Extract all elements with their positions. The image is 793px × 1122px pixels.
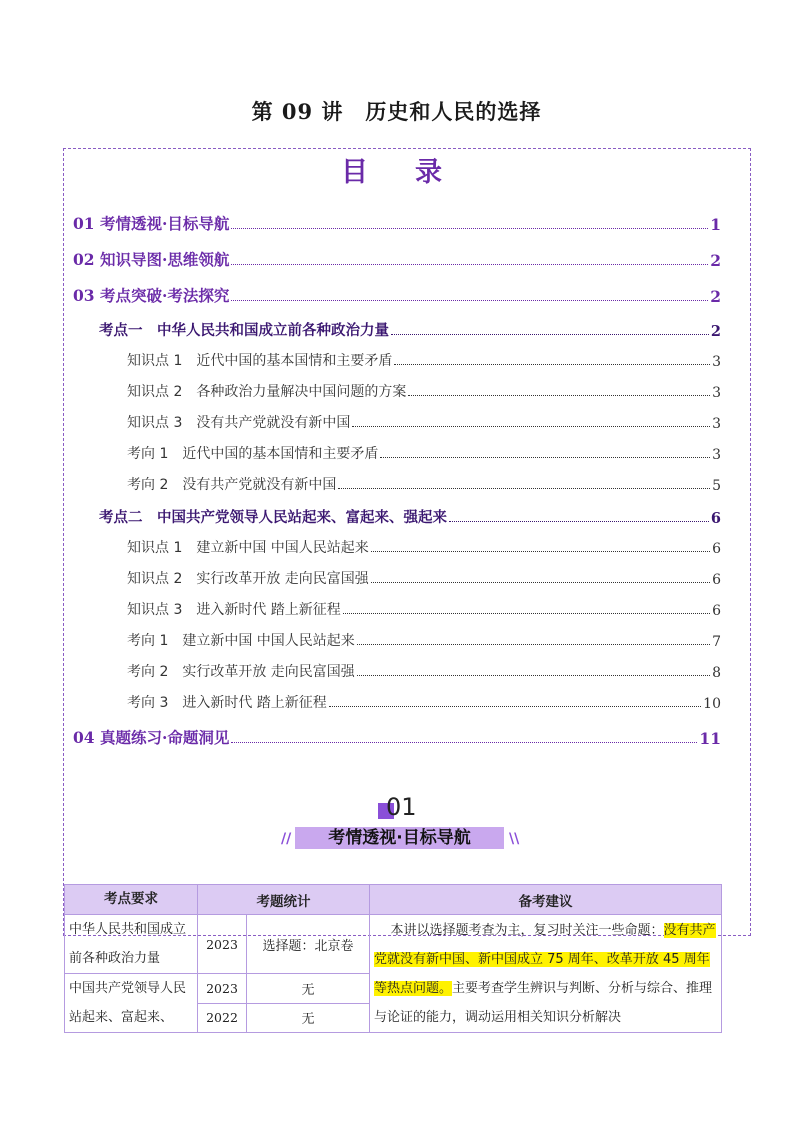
toc-page-number: 1 [710, 215, 721, 234]
toc-leader [231, 263, 708, 265]
toc-entry-kaoxiang-2-3[interactable] [127, 692, 721, 712]
toc-leader [357, 643, 710, 645]
toc-page-number: 2 [710, 287, 721, 306]
toc-entry-kaoxiang-1-2[interactable] [127, 474, 721, 494]
toc-leader [371, 581, 710, 583]
toc-page-number: 10 [703, 696, 721, 712]
section-number: 01 [386, 793, 417, 821]
toc-entry-zhishidian-2-3[interactable] [127, 599, 721, 619]
toc-leader [231, 741, 697, 743]
toc-page-number: 2 [710, 251, 721, 270]
table-header-requirement: 考点要求 [65, 885, 198, 915]
toc-entry-kaoxiang-1-1[interactable] [127, 443, 721, 463]
table-header-stats: 考题统计 [198, 885, 370, 915]
toc-page-number: 3 [712, 416, 721, 432]
year-cell: 2023 [198, 974, 247, 1004]
banner-slash-right-icon: \\ [509, 831, 520, 847]
toc-page-number: 3 [712, 447, 721, 463]
toc-entry-label: 考点二 中国共产党领导人民站起来、富起来、强起来 [99, 509, 447, 526]
advice-text: 本讲以选择题考查为主，复习时关注一些命题： [390, 922, 664, 938]
toc-page-number: 5 [712, 478, 721, 494]
toc-leader [329, 705, 701, 707]
year-cell: 2022 [198, 1003, 247, 1033]
toc-entry-label: 01 考情透视·目标导航 [73, 214, 230, 233]
section-title-banner: 考情透视·目标导航 [295, 827, 504, 849]
toc-entry-kaodian-2[interactable] [99, 506, 721, 527]
toc-page-number: 6 [712, 572, 721, 588]
toc-entry-label: 考向 1 建立新中国 中国人民站起来 [127, 633, 355, 649]
toc-leader [371, 550, 710, 552]
toc-entry-03[interactable] [73, 284, 721, 306]
toc-entry-label: 知识点 2 各种政治力量解决中国问题的方案 [127, 384, 407, 400]
toc-entry-label: 考点一 中华人民共和国成立前各种政治力量 [99, 322, 389, 339]
toc-entry-label: 考向 2 实行改革开放 走向民富国强 [127, 664, 355, 680]
exam-overview-table [64, 884, 722, 1033]
stat-cell: 无 [247, 974, 370, 1004]
toc-entry-02[interactable] [73, 248, 721, 270]
toc-page-number: 3 [712, 354, 721, 370]
requirement-cell: 中国共产党领导人民站起来、富起来、 [65, 974, 198, 1033]
toc-leader [394, 363, 710, 365]
toc-leader [380, 456, 710, 458]
toc-entry-label: 知识点 2 实行改革开放 走向民富国强 [127, 571, 369, 587]
toc-page-number: 6 [712, 603, 721, 619]
requirement-cell: 中华人民共和国成立前各种政治力量 [65, 915, 198, 974]
toc-entry-label: 考向 2 没有共产党就没有新中国 [127, 477, 337, 493]
toc-page-number: 7 [712, 634, 721, 650]
page-title: 第 09 讲 历史和人民的选择 [251, 99, 542, 124]
toc-entry-zhishidian-1-3[interactable] [127, 412, 721, 432]
toc-entry-label: 02 知识导图·思维领航 [73, 250, 230, 269]
banner-slash-left-icon: // [281, 831, 292, 847]
toc-entry-kaodian-1[interactable] [99, 319, 721, 340]
stat-cell: 无 [247, 1003, 370, 1033]
toc-entry-label: 知识点 1 建立新中国 中国人民站起来 [127, 540, 369, 556]
toc-entry-label: 04 真题练习·命题洞见 [73, 728, 230, 747]
toc-heading: 目 录 [341, 157, 452, 188]
toc-entry-label: 知识点 1 近代中国的基本国情和主要矛盾 [127, 353, 393, 369]
year-cell: 2023 [198, 915, 247, 974]
advice-cell [370, 915, 722, 1033]
toc-leader [449, 520, 709, 522]
toc-leader [231, 299, 708, 301]
toc-entry-04[interactable] [73, 726, 721, 748]
toc-leader [357, 674, 710, 676]
toc-leader [408, 394, 710, 396]
table-header-row [65, 885, 722, 915]
toc-leader [338, 487, 710, 489]
toc-page-number: 6 [710, 510, 721, 527]
toc-entry-label: 知识点 3 没有共产党就没有新中国 [127, 415, 351, 431]
table-header-advice: 备考建议 [370, 885, 722, 915]
advice-highlight: 没有共产党就没有新中国、新中国成立 75 周年、改革开放 45 周年等热点问题。 [374, 922, 716, 996]
toc-entry-label: 考向 1 近代中国的基本国情和主要矛盾 [127, 446, 379, 462]
toc-entry-label: 知识点 3 进入新时代 踏上新征程 [127, 602, 341, 618]
toc-entry-01[interactable] [73, 212, 721, 234]
toc-entry-kaoxiang-2-1[interactable] [127, 630, 721, 650]
toc-page-number: 8 [712, 665, 721, 681]
toc-entry-zhishidian-2-1[interactable] [127, 537, 721, 557]
toc-page-number: 11 [699, 729, 721, 748]
stat-cell: 选择题：北京卷 [247, 915, 370, 974]
toc-entry-label: 03 考点突破·考法探究 [73, 286, 230, 305]
toc-leader [343, 612, 710, 614]
toc-entry-zhishidian-1-1[interactable] [127, 350, 721, 370]
toc-page-number: 2 [710, 323, 721, 340]
toc-page-number: 3 [712, 385, 721, 401]
toc-leader [391, 333, 709, 335]
toc-leader [231, 227, 708, 229]
advice-text-continued: 主要考查学生辨识与判断、分析与综合、推理与论证的能力，调动运用相关知识分析解决 [374, 980, 713, 1025]
table-row [65, 915, 722, 974]
toc-entry-zhishidian-1-2[interactable] [127, 381, 721, 401]
toc-entry-kaoxiang-2-2[interactable] [127, 661, 721, 681]
toc-page-number: 6 [712, 541, 721, 557]
toc-leader [352, 425, 710, 427]
toc-entry-zhishidian-2-2[interactable] [127, 568, 721, 588]
toc-entry-label: 考向 3 进入新时代 踏上新征程 [127, 695, 327, 711]
